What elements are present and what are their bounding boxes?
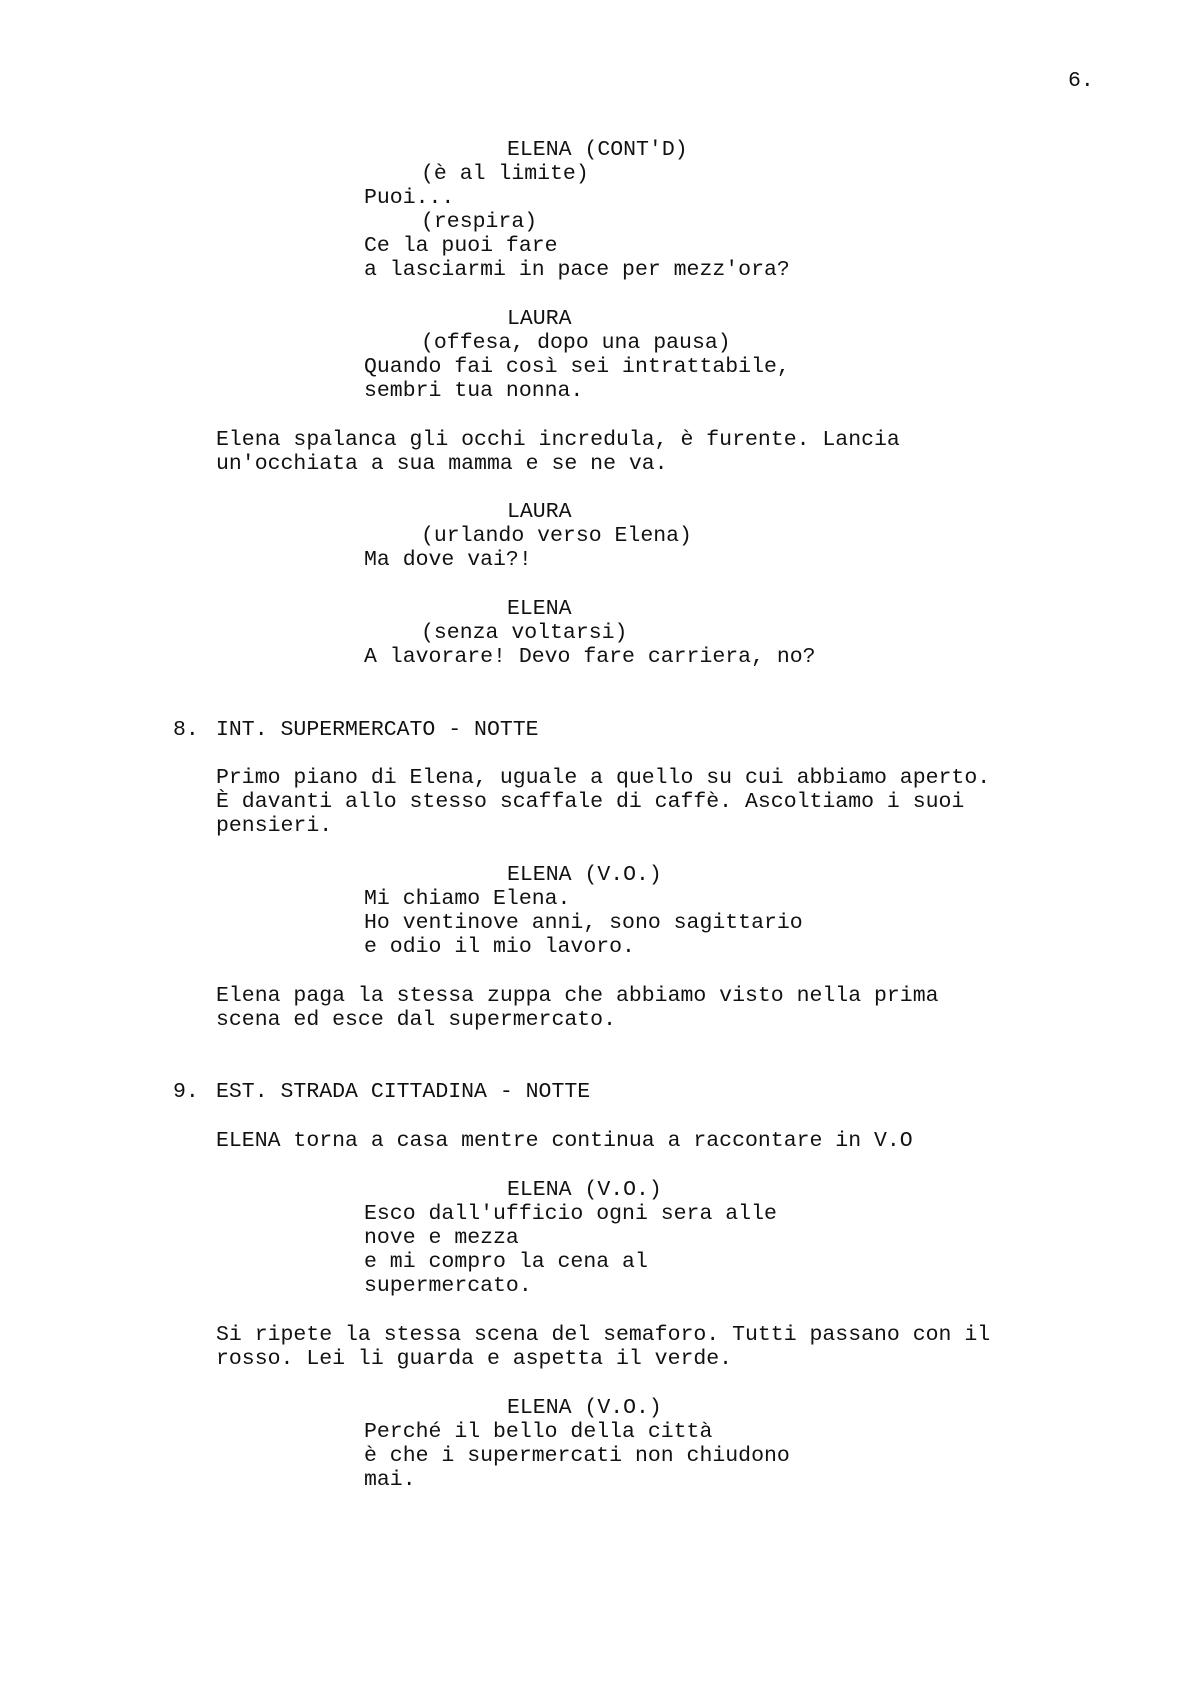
parenthetical: (urlando verso Elena) [421, 524, 692, 548]
action-line: Elena spalanca gli occhi incredula, è furente. Lancia [216, 428, 900, 452]
dialogue-line: mai. [364, 1468, 416, 1492]
parenthetical: (respira) [421, 210, 538, 234]
action-line: un'occhiata a sua mamma e se ne va. [216, 452, 668, 476]
dialogue-line: Esco dall'ufficio ogni sera alle [364, 1202, 777, 1226]
parenthetical: (è al limite) [421, 162, 589, 186]
page-number: 6. [1068, 69, 1094, 93]
dialogue-line: Puoi... [364, 186, 455, 210]
character-cue: LAURA [507, 500, 572, 524]
dialogue-line: A lavorare! Devo fare carriera, no? [364, 645, 816, 669]
character-cue: LAURA [507, 307, 572, 331]
action-line: pensieri. [216, 814, 333, 838]
dialogue-line: supermercato. [364, 1274, 532, 1298]
scene-number: 9. [173, 1080, 199, 1104]
character-cue: ELENA (V.O.) [507, 863, 662, 887]
dialogue-line: Mi chiamo Elena. [364, 887, 571, 911]
parenthetical: (senza voltarsi) [421, 621, 628, 645]
dialogue-line: Ce la puoi fare [364, 234, 558, 258]
action-line: ELENA torna a casa mentre continua a raccontare in V.O [216, 1129, 913, 1153]
character-cue: ELENA (CONT'D) [507, 138, 688, 162]
character-cue: ELENA [507, 597, 572, 621]
action-line: Elena paga la stessa zuppa che abbiamo visto nella prima [216, 984, 939, 1008]
parenthetical: (offesa, dopo una pausa) [421, 331, 731, 355]
scene-number: 8. [173, 718, 199, 742]
action-line: È davanti allo stesso scaffale di caffè. Ascoltiamo i suoi [216, 790, 965, 814]
character-cue: ELENA (V.O.) [507, 1396, 662, 1420]
dialogue-line: è che i supermercati non chiudono [364, 1444, 790, 1468]
action-line: scena ed esce dal supermercato. [216, 1008, 616, 1032]
dialogue-line: Quando fai così sei intrattabile, [364, 355, 790, 379]
character-cue: ELENA (V.O.) [507, 1178, 662, 1202]
action-line: Si ripete la stessa scena del semaforo. Tutti passano con il [216, 1323, 991, 1347]
dialogue-line: sembri tua nonna. [364, 379, 584, 403]
dialogue-line: nove e mezza [364, 1226, 519, 1250]
dialogue-line: Ho ventinove anni, sono sagittario [364, 911, 803, 935]
scene-heading: INT. SUPERMERCATO - NOTTE [216, 718, 539, 742]
dialogue-line: e odio il mio lavoro. [364, 935, 635, 959]
scene-heading: EST. STRADA CITTADINA - NOTTE [216, 1080, 591, 1104]
action-line: Primo piano di Elena, uguale a quello su cui abbiamo aperto. [216, 766, 991, 790]
dialogue-line: a lasciarmi in pace per mezz'ora? [364, 258, 790, 282]
dialogue-line: e mi compro la cena al [364, 1250, 648, 1274]
dialogue-line: Perché il bello della città [364, 1420, 713, 1444]
dialogue-line: Ma dove vai?! [364, 548, 532, 572]
action-line: rosso. Lei li guarda e aspetta il verde. [216, 1347, 733, 1371]
